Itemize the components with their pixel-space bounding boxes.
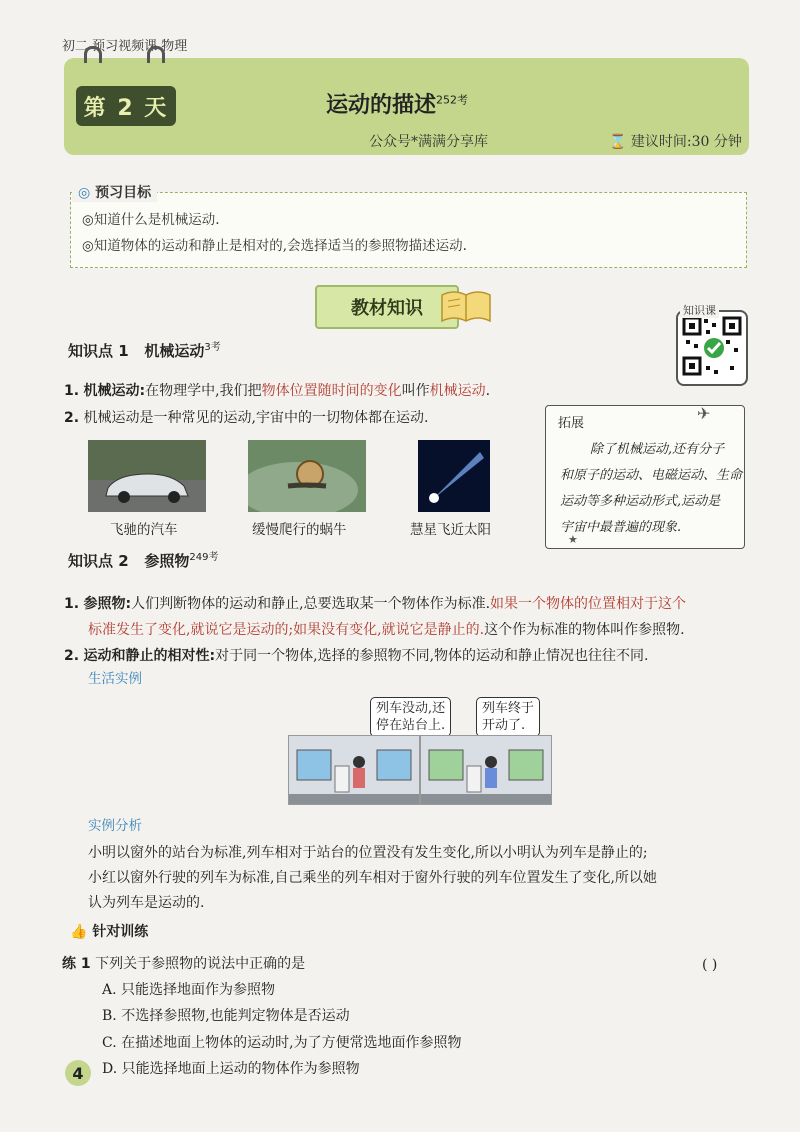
kp1-line-2: 2. 机械运动是一种常见的运动,宇宙中的一切物体都在运动. [64,410,429,426]
extension-line: 除了机械运动,还有分子 [590,442,725,457]
extension-line: 运动等多种运动形式,运动是 [560,494,721,509]
paper-plane-icon: ✈ [697,404,711,423]
page-number: 4 [65,1060,91,1086]
extension-line: 宇宙中最普遍的现象. [560,520,682,535]
caption-comet: 慧星飞近太阳 [410,522,491,538]
choice-b[interactable]: B. 不选择参照物,也能判定物体是否运动 [102,1008,350,1024]
qr-label: 知识课 [680,302,719,318]
practice-header: 👍 针对训练 [70,924,149,940]
kp1-line-1: 1. 机械运动:在物理学中,我们把物体位置随时间的变化叫作机械运动. [64,383,491,399]
caption-car: 飞驰的汽车 [110,522,178,538]
practice-question: 练 1 下列关于参照物的说法中正确的是 [62,956,306,972]
knowledge-point-1: 知识点 1 机械运动$^{3考}$ [68,342,221,360]
caption-snail: 缓慢爬行的蜗牛 [252,522,347,538]
example-label: 生活实例 [88,671,142,687]
suggested-time: ⌛ 建议时间:30 分钟 [609,134,742,150]
target-icon: ◎ [78,185,91,201]
binder-ring-icon [147,46,165,63]
running-head: 初二 预习视频课 物理 [62,39,188,54]
binder-ring-icon [84,46,102,63]
choice-d[interactable]: D. 只能选择地面上运动的物体作为参照物 [102,1061,360,1077]
speech-bubble-right: 列车终于 开动了. [476,697,540,737]
goals-box [70,192,747,268]
extension-title: 拓展 [558,416,585,431]
analysis-label: 实例分析 [88,818,142,834]
comet-photo [418,440,490,512]
kp2-p1-line-2: 标准发生了变化,就说它是运动的;如果没有变化,就说它是静止的.这个作为标准的物体叫作参照物. [88,622,685,638]
choice-a[interactable]: A. 只能选择地面作为参照物 [102,982,276,998]
qr-code[interactable] [676,310,748,386]
kp2-p1-line-1: 1. 参照物:人们判断物体的运动和静止,总要选取某一个物体作为标准.如果一个物体的位置相对于这个 [64,596,687,612]
snail-photo [248,440,366,512]
choice-c[interactable]: C. 在描述地面上物体的运动时,为了方便常选地面作参照物 [102,1035,462,1051]
day-badge: 第 2 天 [76,86,176,126]
qr-code-icon [680,314,744,378]
goal-item: ◎知道物体的运动和静止是相对的,会选择适当的参照物描述运动. [82,238,467,254]
knowledge-point-2: 知识点 2 参照物$^{249考}$ [68,552,219,570]
train-illustration-left [288,735,420,805]
analysis-line: 小红以窗外行驶的列车为标准,自己乘坐的列车相对于窗外行驶的列车位置发生了变化,所以她 [88,870,657,886]
goals-header: ◎ 预习目标 [72,182,157,202]
train-illustration-right [420,735,552,805]
hourglass-icon: ⌛ [609,134,627,150]
section-title: 教材知识 [315,285,459,329]
speech-bubble-left: 列车没动,还 停在站台上. [370,697,451,737]
book-icon [440,289,492,323]
goal-item: ◎知道什么是机械运动. [82,212,220,228]
exam-count: 252考 [436,93,469,107]
thumbs-up-icon: 👍 [70,924,88,940]
source-text: 公众号*满满分享库 [369,134,488,150]
analysis-line: 认为列车是运动的. [88,895,205,911]
kp2-p2: 2. 运动和静止的相对性:对于同一个物体,选择的参照物不同,物体的运动和静止情况也往往不同. [64,648,649,664]
lesson-banner [64,58,749,155]
answer-parentheses[interactable]: ( ) [702,957,718,973]
analysis-line: 小明以窗外的站台为标准,列车相对于站台的位置没有发生变化,所以小明认为列车是静止的; [88,845,648,861]
car-photo [88,440,206,512]
extension-line: 和原子的运动、电磁运动、生命 [560,468,743,483]
star-icon: ★ [568,533,578,546]
lesson-title: 运动的描述$^{252考}$ [326,93,469,118]
